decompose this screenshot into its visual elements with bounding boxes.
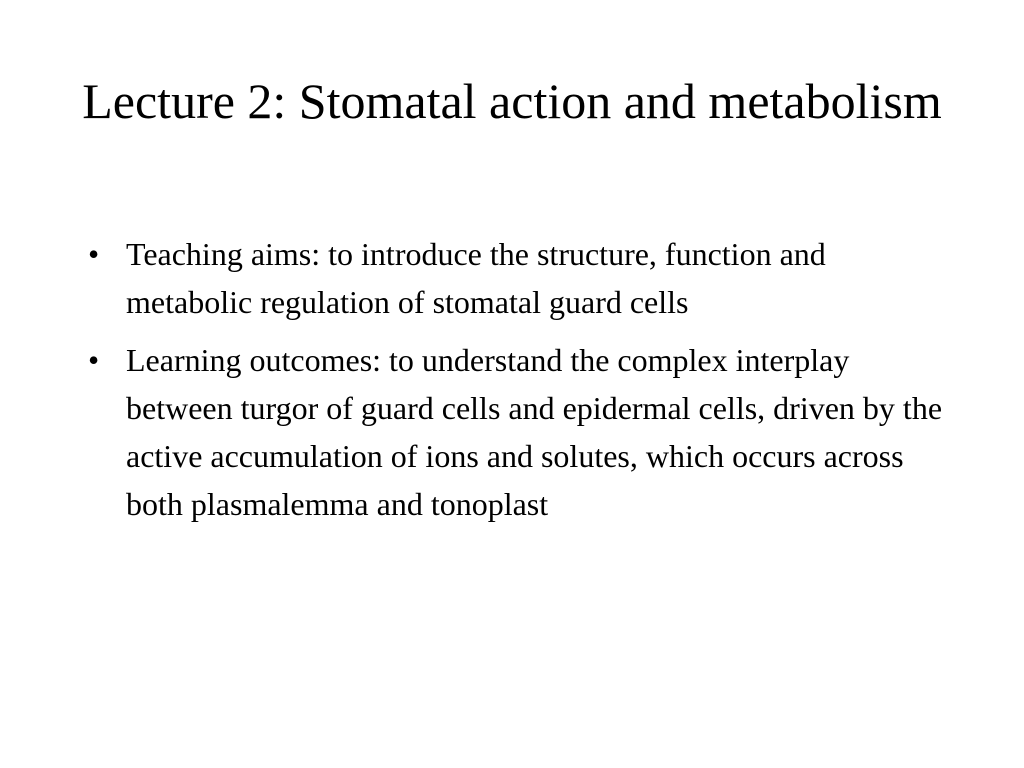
bullet-list: [0, 230, 1024, 538]
slide-title: Lecture 2: Stomatal action and metabolism: [82, 73, 942, 129]
bullet-teaching-aims: [0, 230, 1024, 326]
bullet-text: Teaching aims: to introduce the structure, function and metabolic regulation of stomatal guard cells: [126, 236, 826, 320]
bullet-marker: •: [88, 342, 100, 378]
bullet-marker: •: [88, 236, 100, 272]
bullet-text: Learning outcomes: to understand the complex interplay between turgor of guard cells and epidermal cells, driven by the active accumulation of ions and solutes, which occurs across both plasmalemma and tonoplast: [126, 342, 943, 522]
bullet-learning-outcomes: [0, 336, 1024, 528]
